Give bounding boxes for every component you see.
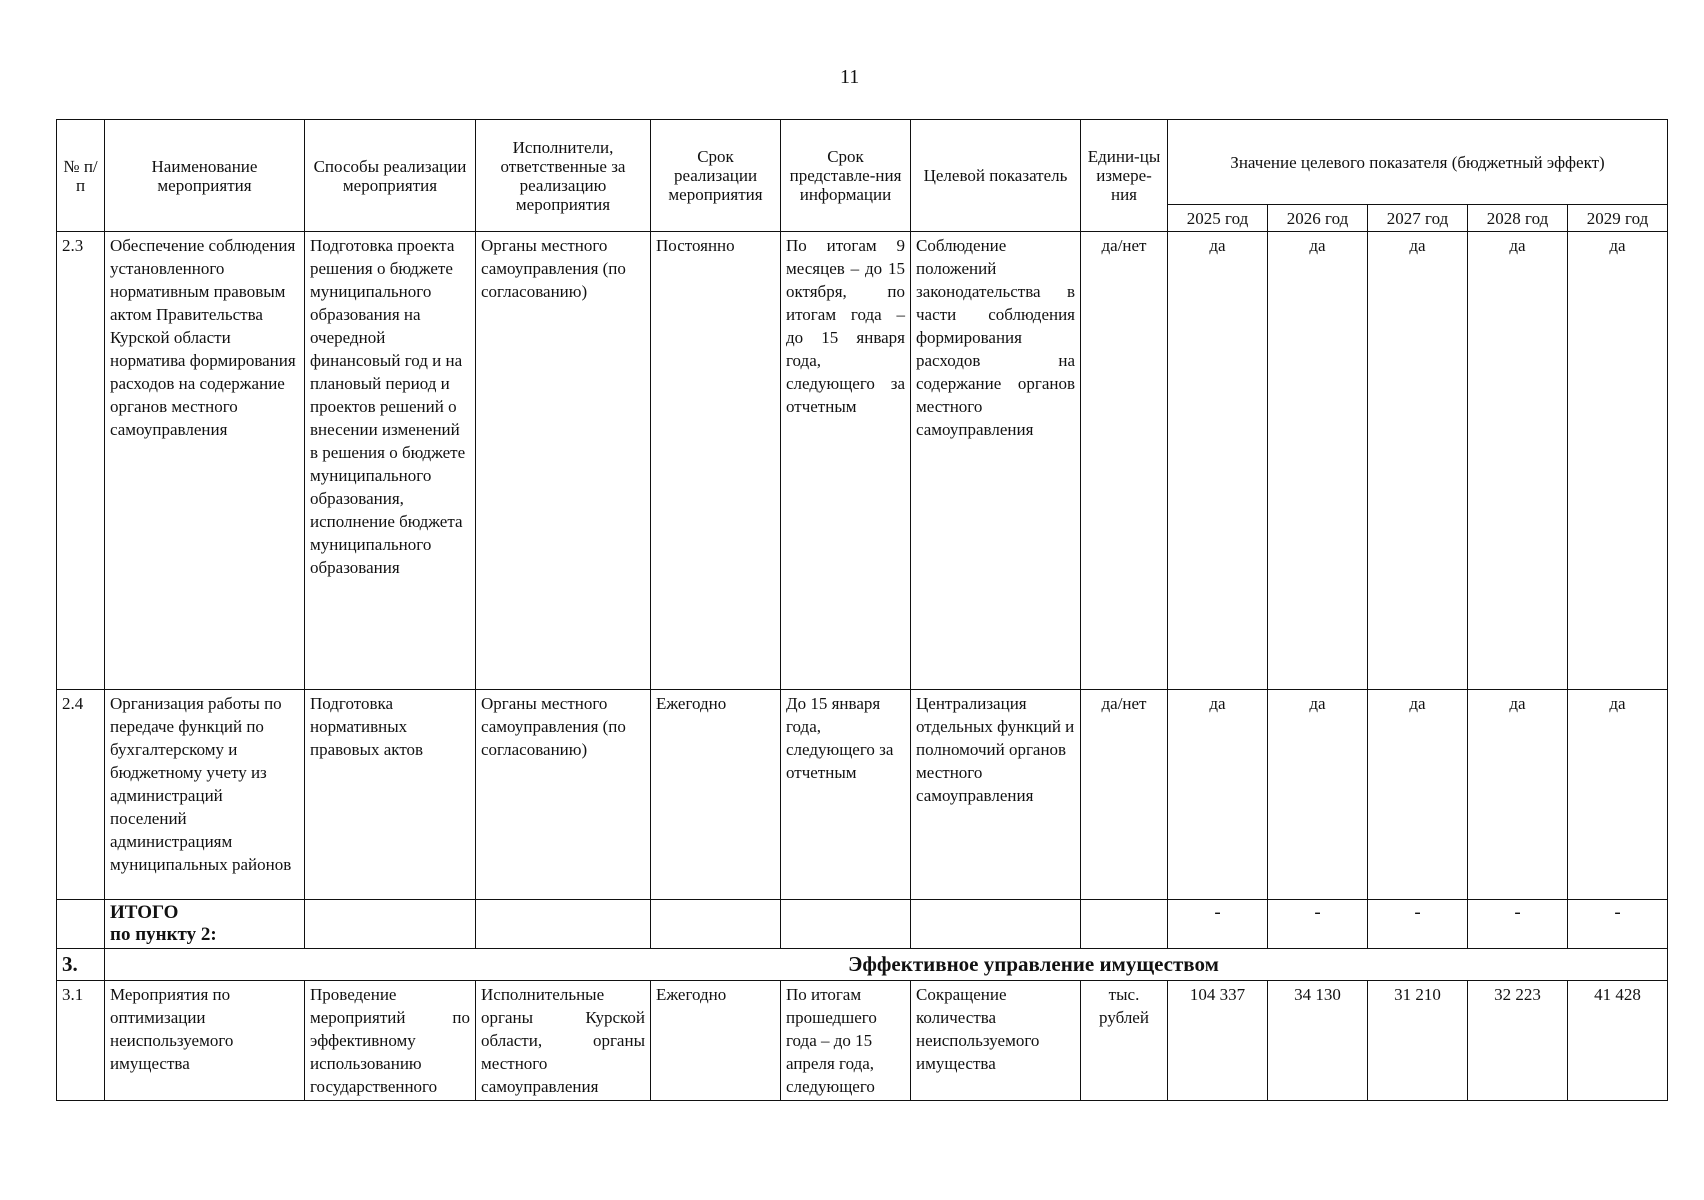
row-num: 2.4	[57, 690, 105, 900]
total-value: -	[1568, 900, 1668, 949]
row-value: да	[1368, 232, 1468, 690]
header-units: Едини-цы измере-ния	[1081, 120, 1168, 232]
row-value: 31 210	[1368, 981, 1468, 1101]
header-report: Срок представле-ния информации	[781, 120, 911, 232]
row-indicator: Соблюдение положений законодательства в части соблюдения формирования расходов на содержание органов местного самоуправления	[911, 232, 1081, 690]
header-methods: Способы реализации мероприятия	[305, 120, 476, 232]
row-value: да	[1268, 232, 1368, 690]
row-name: Обеспечение соблюдения установленного нормативным правовым актом Правительства Курской области норматива формирования расходов на содержание органов местного самоуправления	[105, 232, 305, 690]
row-report: По итогам 9 месяцев – до 15 октября, по итогам года – до 15 января года, следующего за отчетным	[781, 232, 911, 690]
header-name: Наименование мероприятия	[105, 120, 305, 232]
row-executors: Органы местного самоуправления (по согласованию)	[476, 690, 651, 900]
header-year: 2029 год	[1568, 205, 1668, 232]
row-name: Организация работы по передаче функций по бухгалтерскому и бюджетному учету из администраций поселений администрациям муниципальных районов	[105, 690, 305, 900]
total-row	[57, 900, 1668, 949]
header-value-group: Значение целевого показателя (бюджетный эффект)	[1168, 120, 1668, 205]
row-term: Ежегодно	[651, 981, 781, 1101]
section-row	[57, 949, 1668, 981]
row-value: да	[1168, 232, 1268, 690]
row-value: 41 428	[1568, 981, 1668, 1101]
row-num: 3.1	[57, 981, 105, 1101]
row-executors: Органы местного самоуправления (по согласованию)	[476, 232, 651, 690]
row-methods: Подготовка проекта решения о бюджете муниципального образования на очередной финансовый год и на плановый период и проектов решений о внесении изменений в решения о бюджете муниципального образования, исполнение бюджета муниципального образования	[305, 232, 476, 690]
total-value: -	[1268, 900, 1368, 949]
row-value: 34 130	[1268, 981, 1368, 1101]
row-indicator: Централизация отдельных функций и полномочий органов местного самоуправления	[911, 690, 1081, 900]
row-value: да	[1568, 232, 1668, 690]
header-year: 2027 год	[1368, 205, 1468, 232]
row-num: 2.3	[57, 232, 105, 690]
row-units: да/нет	[1081, 232, 1168, 690]
row-value: да	[1268, 690, 1368, 900]
row-value: да	[1168, 690, 1268, 900]
row-value: да	[1368, 690, 1468, 900]
table-row	[57, 981, 1668, 1101]
row-value: да	[1468, 232, 1568, 690]
total-value: -	[1368, 900, 1468, 949]
header-executors: Исполнители, ответственные за реализацию мероприятия	[476, 120, 651, 232]
row-report: По итогам прошедшего года – до 15 апреля года, следующего	[781, 981, 911, 1101]
row-report: До 15 января года, следующего за отчетным	[781, 690, 911, 900]
row-term: Ежегодно	[651, 690, 781, 900]
row-value: 32 223	[1468, 981, 1568, 1101]
total-value: -	[1168, 900, 1268, 949]
section-num: 3.	[57, 949, 105, 981]
row-methods: Подготовка нормативных правовых актов	[305, 690, 476, 900]
header-term: Срок реализации мероприятия	[651, 120, 781, 232]
header-row	[57, 120, 1668, 205]
row-value: да	[1568, 690, 1668, 900]
row-executors: Исполнительные органы Курской области, органы местного самоуправления	[476, 981, 651, 1101]
row-name: Мероприятия по оптимизации неиспользуемого имущества	[105, 981, 305, 1101]
row-value: 104 337	[1168, 981, 1268, 1101]
header-indicator: Целевой показатель	[911, 120, 1081, 232]
table-row	[57, 232, 1668, 690]
section-title: Эффективное управление имуществом	[105, 949, 1668, 981]
header-year: 2025 год	[1168, 205, 1268, 232]
header-num: № п/п	[57, 120, 105, 232]
row-units: тыс. рублей	[1081, 981, 1168, 1101]
page-number: 11	[840, 66, 860, 88]
total-value: -	[1468, 900, 1568, 949]
header-year: 2028 год	[1468, 205, 1568, 232]
total-label: ИТОГО по пункту 2:	[105, 900, 305, 949]
measures-table	[56, 119, 1668, 1101]
row-indicator: Сокращение количества неиспользуемого имущества	[911, 981, 1081, 1101]
row-methods: Проведение мероприятий по эффективному использованию государственного	[305, 981, 476, 1101]
header-year: 2026 год	[1268, 205, 1368, 232]
row-units: да/нет	[1081, 690, 1168, 900]
table-row	[57, 690, 1668, 900]
row-value: да	[1468, 690, 1568, 900]
row-term: Постоянно	[651, 232, 781, 690]
